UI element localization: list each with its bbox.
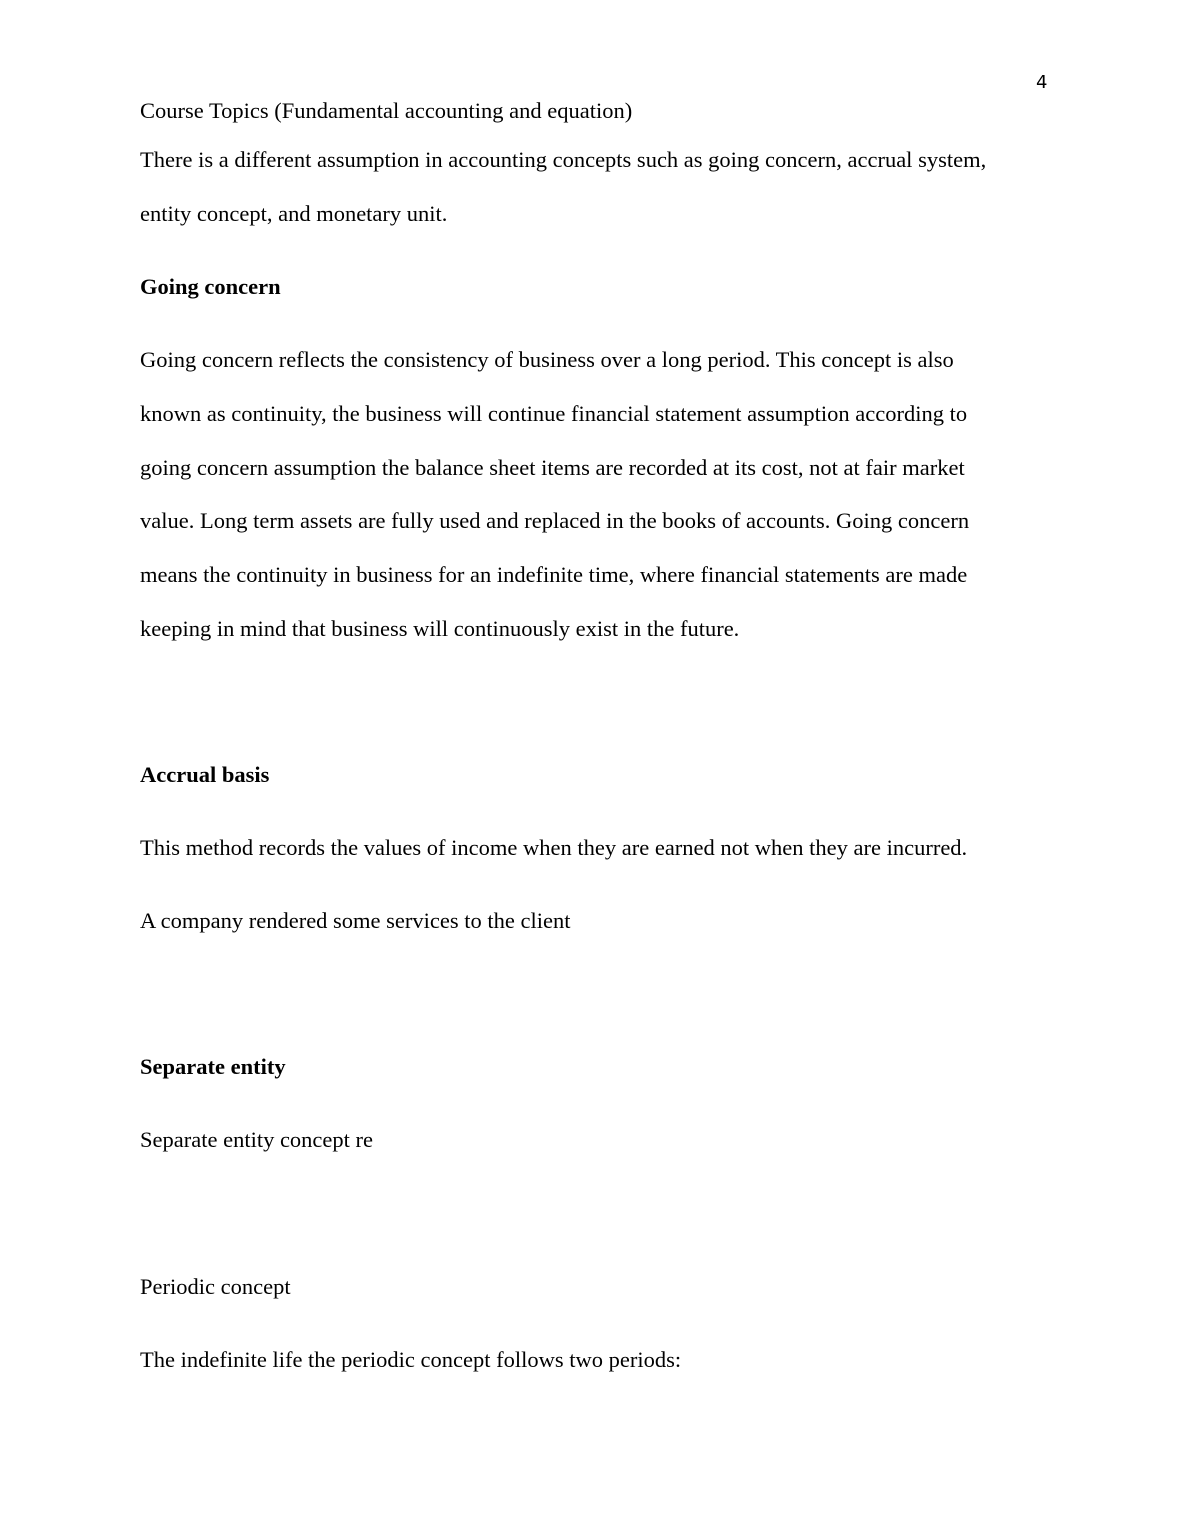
paragraph-line: means the continuity in business for an indefinite time, where financial statements are made [140,562,968,587]
paragraph-line: keeping in mind that business will continuously exist in the future. [140,616,740,641]
paragraph-line: A company rendered some services to the client [140,908,571,933]
paragraph-line: value. Long term assets are fully used and replaced in the books of accounts. Going concern [140,508,970,533]
section-heading: Separate entity [140,1054,286,1079]
paragraph-line: Going concern reflects the consistency of business over a long period. This concept is also [140,347,954,372]
section-heading: Going concern [140,274,281,299]
document-title: Course Topics (Fundamental accounting and equation) [140,98,633,123]
paragraph-line: Separate entity concept re [140,1127,374,1152]
section-heading: Accrual basis [140,762,270,787]
section-heading: Periodic concept [140,1274,291,1299]
paragraph-line: The indefinite life the periodic concept follows two periods: [140,1347,682,1372]
paragraph-line: going concern assumption the balance sheet items are recorded at its cost, not at fair market [140,455,965,480]
paragraph-line: This method records the values of income when they are earned not when they are incurred. [140,835,968,860]
page-number: 4 [1036,72,1048,93]
intro-line: entity concept, and monetary unit. [140,201,448,226]
paragraph-line: known as continuity, the business will continue financial statement assumption according to [140,401,968,426]
intro-line: There is a different assumption in accounting concepts such as going concern, accrual system, [140,147,987,172]
